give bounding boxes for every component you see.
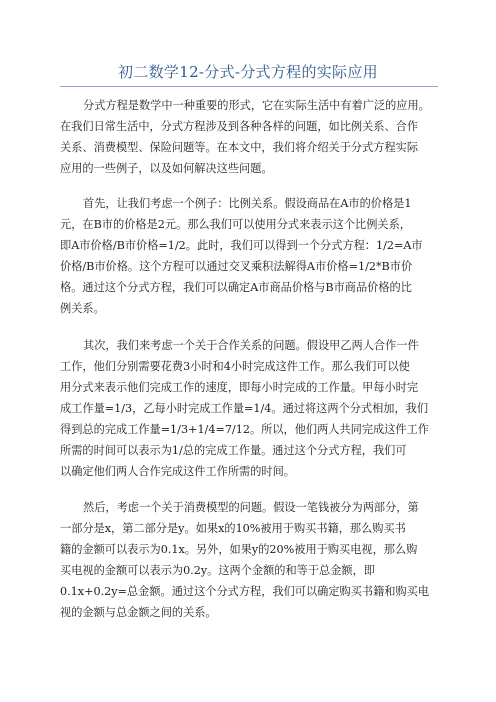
paragraph-line: 价格/B市价格。这个方程可以通过交叉乘积法解得A市价格=1/2*B市价 xyxy=(60,260,413,273)
page-title: 初二数学12-分式-分式方程的实际应用 xyxy=(118,63,378,81)
title-divider xyxy=(60,86,438,87)
paragraph-line: 元，在B市的价格是2元。那么我们可以使用分式来表示这个比例关系， xyxy=(60,218,411,231)
paragraph-line: 例关系。 xyxy=(60,302,105,315)
paragraph-line: 籍的金额可以表示为0.1x。另外，如果y的20%被用于购买电视，那么购 xyxy=(60,543,418,556)
paragraph-line: 用分式来表示他们完成工作的速度，即每小时完成的工作量。甲每小时完 xyxy=(60,381,419,394)
paragraph-line: 其次，我们来考虑一个关于合作关系的问题。假设甲乙两人合作一件 xyxy=(83,339,419,352)
paragraph-line: 成工作量=1/3，乙每小时完成工作量=1/4。通过将这两个分式相加，我们 xyxy=(60,402,429,415)
paragraph-line: 关系、消费模型、保险问题等。在本文中，我们将介绍关于分式方程实际 xyxy=(60,141,419,154)
paragraph-line: 得到总的完成工作量=1/3+1/4=7/12。所以，他们两人共同完成这件工作 xyxy=(60,423,429,436)
paragraph-line: 0.1x+0.2y=总金额。通过这个分式方程，我们可以确定购买书籍和购买电 xyxy=(60,585,430,598)
paragraph-3 xyxy=(60,335,446,482)
paragraph-line: 然后，考虑一个关于消费模型的问题。假设一笔钱被分为两部分，第 xyxy=(83,501,419,514)
paragraph-line: 一部分是x，第二部分是y。如果x的10%被用于购买书籍，那么购买书 xyxy=(60,522,406,535)
paragraph-line: 首先，让我们考虑一个例子：比例关系。假设商品在A市的价格是1 xyxy=(83,197,412,210)
paragraph-line: 所需的时间可以表示为1/总的完成工作量。通过这个分式方程，我们可 xyxy=(60,444,407,457)
paragraph-line: 工作，他们分别需要花费3小时和4小时完成这件工作。那么我们可以使 xyxy=(60,360,410,373)
paragraph-line: 即A市价格/B市价格=1/2。此时，我们可以得到一个分式方程：1/2=A市 xyxy=(60,239,423,252)
paragraph-line: 分式方程是数学中一种重要的形式，它在实际生活中有着广泛的应用。 xyxy=(83,99,430,112)
paragraph-line: 在我们日常生活中，分式方程涉及到各种各样的问题，如比例关系、合作 xyxy=(60,120,419,133)
paragraph-line: 买电视的金额可以表示为0.2y。这两个金额的和等于总金额，即 xyxy=(60,564,375,577)
paragraph-4 xyxy=(60,497,446,623)
paragraph-2 xyxy=(60,193,446,319)
paragraph-line: 以确定他们两人合作完成这件工作所需的时间。 xyxy=(60,465,295,478)
paragraph-line: 应用的一些例子，以及如何解决这些问题。 xyxy=(60,162,273,175)
paragraph-1 xyxy=(60,95,446,179)
paragraph-line: 格。通过这个分式方程，我们可以确定A市商品价格与B市商品价格的比 xyxy=(60,281,412,294)
paragraph-line: 视的金额与总金额之间的关系。 xyxy=(60,606,217,619)
